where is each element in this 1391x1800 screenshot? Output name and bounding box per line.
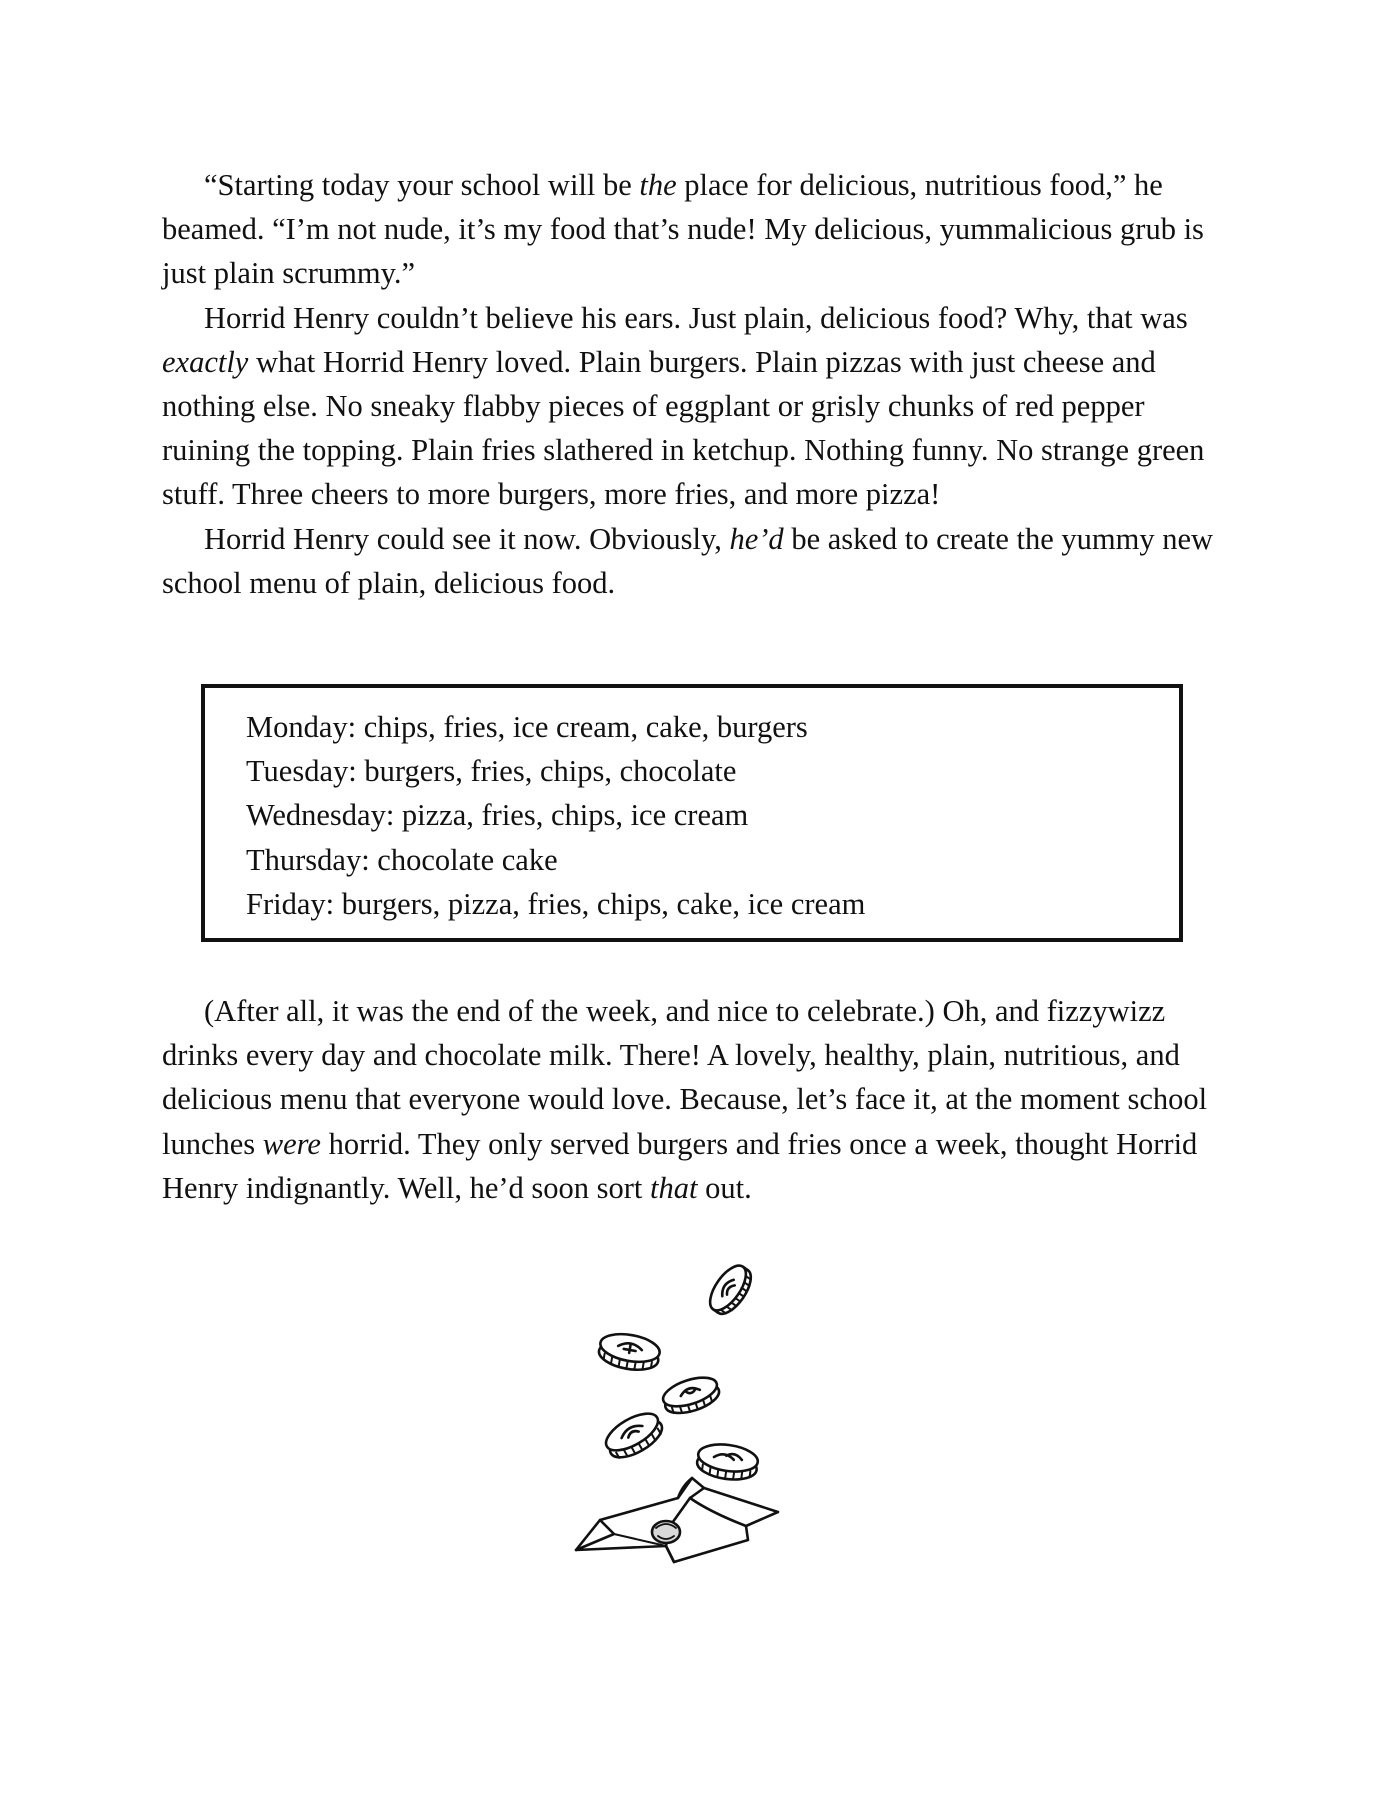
school-menu-box — [201, 684, 1183, 942]
falling-vegetable-slices-illustration — [570, 1250, 820, 1570]
vegetable-slice-icon — [600, 1406, 667, 1464]
paragraph-2: Horrid Henry couldn’t believe his ears. Just plain, delicious food? Why, that was exactly what Horrid Henry loved. Plain burgers. Plain pizzas with just cheese and nothing else. No sneaky flabby pieces of eggplant or grisly chunks of red pepper ruining the topping. Plain fries slathered in ketchup. Nothing funny. No strange green stuff. Three cheers to more burgers, more fries, and more pizza! — [162, 300, 1205, 512]
vegetable-slice-icon — [660, 1372, 723, 1419]
menu-list — [246, 705, 865, 926]
paragraph-1: “Starting today your school will be the place for delicious, nutritious food,” he beamed. “I’m not nude, it’s my food that’s nude! My delicious, yummalicious grub is just plain scrummy.” — [162, 168, 1204, 291]
menu-item-friday: Friday: burgers, pizza, fries, chips, cake, ice cream — [246, 886, 866, 921]
menu-item-wednesday: Wednesday: pizza, fries, chips, ice cream — [246, 798, 749, 833]
story-text-top — [162, 163, 1237, 605]
vegetable-slice-icon — [695, 1441, 759, 1483]
paper-wrapper-icon — [576, 1478, 778, 1562]
menu-item-monday: Monday: chips, fries, ice cream, cake, burgers — [246, 710, 808, 744]
story-text-bottom — [162, 989, 1237, 1210]
vegetable-slice-icon — [703, 1260, 757, 1320]
vegetable-slice-icon — [597, 1330, 662, 1374]
menu-item-tuesday: Tuesday: burgers, fries, chips, chocolate — [246, 754, 737, 789]
menu-item-thursday: Thursday: chocolate cake — [246, 842, 558, 877]
paragraph-3: Horrid Henry could see it now. Obviously, he’d be asked to create the yummy new school menu of plain, delicious food. — [162, 521, 1214, 600]
paragraph-4: (After all, it was the end of the week, and nice to celebrate.) Oh, and fizzywizz drinks every day and chocolate milk. There! A lovely, healthy, plain, nutritious, and delicious menu that everyone would love. Because, let’s face it, at the moment school lunches were horrid. They only served burgers and fries once a week, thought Horrid Henry indignantly. Well, he’d soon sort that out. — [162, 994, 1208, 1205]
